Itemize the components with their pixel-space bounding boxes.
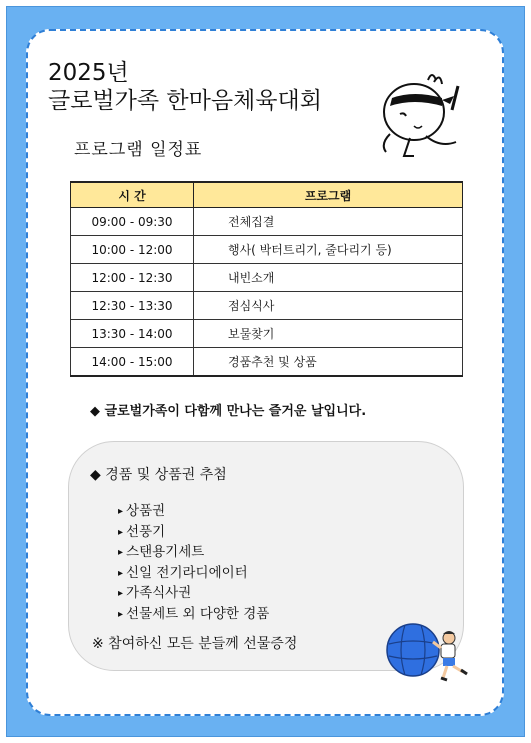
time-cell: 12:30 - 13:30: [71, 292, 194, 320]
table-row: [71, 320, 463, 348]
list-item: ▸ 선풍기: [118, 523, 269, 544]
table-row: [71, 208, 463, 236]
page-subtitle: 프로그램 일정표: [74, 140, 203, 160]
time-cell: 13:30 - 14:00: [71, 320, 194, 348]
time-cell: 12:00 - 12:30: [71, 264, 194, 292]
table-row: [71, 264, 463, 292]
time-cell: 14:00 - 15:00: [71, 348, 194, 377]
gift-note: ※ 참여하신 모든 분들께 선물증정: [92, 636, 298, 652]
program-cell: 행사( 박터트리기, 줄다리기 등): [194, 236, 463, 264]
list-item: ▸ 신일 전기라디에이터: [118, 564, 269, 585]
program-column-header: 프로그램: [194, 182, 463, 208]
page-title: 글로벌가족 한마음체육대회: [48, 88, 322, 114]
program-cell: 점심식사: [194, 292, 463, 320]
schedule-table: [70, 181, 463, 377]
program-cell: 경품추천 및 상품: [194, 348, 463, 377]
ball-player-icon: [385, 610, 475, 685]
list-item: ▸ 상품권: [118, 502, 269, 523]
program-cell: 전체집결: [194, 208, 463, 236]
program-cell: 내빈소개: [194, 264, 463, 292]
table-row: [71, 236, 463, 264]
table-row: [71, 292, 463, 320]
list-item: ▸ 가족식사권: [118, 584, 269, 605]
list-item: ▸ 스탠용기세트: [118, 543, 269, 564]
time-column-header: 시 간: [71, 182, 194, 208]
title-year: 2025년: [48, 60, 129, 86]
notice-text: ◆ 글로벌가족이 다함께 만나는 즐거운 날입니다.: [90, 404, 367, 419]
list-item: ▸ 선물세트 외 다양한 경품: [118, 605, 269, 626]
table-row: [71, 348, 463, 377]
program-cell: 보물찾기: [194, 320, 463, 348]
prize-list: [118, 502, 269, 625]
time-cell: 09:00 - 09:30: [71, 208, 194, 236]
running-mascot-icon: [370, 68, 470, 163]
time-cell: 10:00 - 12:00: [71, 236, 194, 264]
prize-heading: ◆ 경품 및 상품권 추첨: [90, 467, 227, 483]
